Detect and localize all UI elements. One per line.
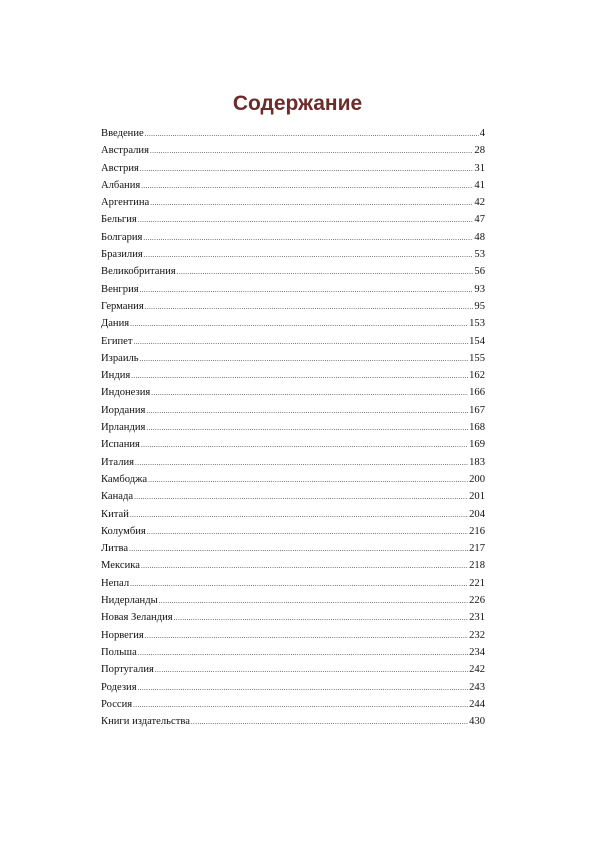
- toc-entry-label: Литва: [101, 543, 129, 555]
- toc-entry-label: Бразилия: [101, 249, 143, 261]
- toc-leader-dots: [147, 526, 468, 537]
- toc-entry: [101, 284, 485, 301]
- toc-leader-dots: [191, 716, 468, 727]
- toc-leader-dots: [138, 214, 474, 225]
- toc-entry-label: Родезия: [101, 681, 137, 693]
- toc-leader-dots: [177, 266, 474, 277]
- toc-entry-page-number: 167: [469, 404, 485, 416]
- toc-entry-label: Германия: [101, 300, 144, 312]
- toc-entry-page-number: 217: [469, 543, 485, 555]
- toc-entry-label: Индия: [101, 370, 131, 382]
- toc-entry-page-number: 153: [469, 318, 485, 330]
- toc-entry-label: Албания: [101, 179, 141, 191]
- toc-entry: [101, 214, 485, 231]
- toc-entry-page-number: 41: [474, 179, 485, 191]
- toc-entry-page-number: 204: [469, 508, 485, 520]
- toc-entry: [101, 543, 485, 560]
- toc-entry-label: Иордания: [101, 404, 146, 416]
- toc-entry: [101, 163, 485, 180]
- toc-leader-dots: [134, 336, 469, 347]
- toc-leader-dots: [148, 474, 468, 485]
- toc-entry: [101, 370, 485, 387]
- toc-entry-page-number: 95: [474, 300, 485, 312]
- toc-leader-dots: [140, 284, 474, 295]
- toc-entry-label: Новая Зеландия: [101, 612, 173, 624]
- toc-entry-page-number: 221: [469, 577, 485, 589]
- toc-leader-dots: [141, 439, 468, 450]
- toc-entry-page-number: 200: [469, 473, 485, 485]
- toc-entry: [101, 699, 485, 716]
- toc-leader-dots: [146, 405, 468, 416]
- toc-entry-label: Австралия: [101, 145, 149, 157]
- toc-entry-page-number: 231: [469, 612, 485, 624]
- toc-entry: [101, 301, 485, 318]
- toc-entry-page-number: 243: [469, 681, 485, 693]
- toc-entry-page-number: 168: [469, 422, 485, 434]
- toc-entry: [101, 387, 485, 404]
- toc-entry-page-number: 42: [474, 197, 485, 209]
- toc-entry-page-number: 201: [469, 491, 485, 503]
- toc-leader-dots: [145, 630, 468, 641]
- toc-entry-page-number: 155: [469, 352, 485, 364]
- toc-leader-dots: [146, 422, 468, 433]
- toc-entry: [101, 457, 485, 474]
- toc-entry-label: Испания: [101, 439, 140, 451]
- toc-entry-page-number: 242: [469, 664, 485, 676]
- toc-entry-label: Китай: [101, 508, 129, 520]
- toc-entry-label: Колумбия: [101, 525, 146, 537]
- toc-entry: [101, 353, 485, 370]
- toc-entry-page-number: 226: [469, 595, 485, 607]
- toc-leader-dots: [174, 612, 468, 623]
- toc-entry-label: Нидерланды: [101, 595, 158, 607]
- toc-entry-page-number: 93: [474, 283, 485, 295]
- toc-entry-page-number: 4: [479, 128, 485, 139]
- toc-leader-dots: [130, 578, 468, 589]
- toc-entry: [101, 474, 485, 491]
- toc-leader-dots: [140, 353, 468, 364]
- page-title: Содержание: [232, 92, 363, 115]
- toc-leader-dots: [134, 491, 468, 502]
- toc-leader-dots: [133, 699, 468, 710]
- toc-entry-page-number: 218: [469, 560, 485, 572]
- toc-entry-label: Россия: [101, 698, 133, 710]
- toc-entry-label: Венгрия: [101, 283, 139, 295]
- toc-entry: [101, 664, 485, 681]
- toc-entry: [101, 422, 485, 439]
- toc-leader-dots: [141, 180, 473, 191]
- toc-entry-label: Аргентина: [101, 197, 150, 209]
- toc-entry-page-number: 162: [469, 370, 485, 382]
- toc-entry-label: Непал: [101, 577, 130, 589]
- toc-leader-dots: [135, 457, 468, 468]
- toc-entry-page-number: 169: [469, 439, 485, 451]
- toc-entry-page-number: 154: [469, 335, 485, 347]
- toc-entry-page-number: 183: [469, 456, 485, 468]
- toc-leader-dots: [138, 647, 468, 658]
- toc-entry: [101, 630, 485, 647]
- toc-entry-label: Введение: [101, 128, 144, 139]
- toc-entry-label: Израиль: [101, 352, 139, 364]
- toc-leader-dots: [145, 301, 474, 312]
- toc-entry-label: Великобритания: [101, 266, 176, 278]
- toc-entry-label: Ирландия: [101, 422, 146, 434]
- toc-leader-dots: [130, 318, 468, 329]
- toc-entry: [101, 491, 485, 508]
- toc-entry: [101, 682, 485, 699]
- toc-entry: [101, 560, 485, 577]
- toc-entry: [101, 405, 485, 422]
- toc-entry-label: Болгария: [101, 231, 143, 243]
- toc-entry-page-number: 244: [469, 698, 485, 710]
- toc-entry-page-number: 47: [474, 214, 485, 226]
- toc-entry-page-number: 232: [469, 629, 485, 641]
- toc-entry-page-number: 53: [474, 249, 485, 261]
- toc-entry-page-number: 234: [469, 646, 485, 658]
- toc-entry: [101, 439, 485, 456]
- toc-entry-label: Норвегия: [101, 629, 144, 641]
- toc-leader-dots: [130, 509, 468, 520]
- toc-leader-dots: [141, 560, 468, 571]
- toc-entry: [101, 595, 485, 612]
- toc-leader-dots: [143, 232, 473, 243]
- toc-entry-page-number: 28: [474, 145, 485, 157]
- toc-entry-label: Бельгия: [101, 214, 137, 226]
- toc-entry: [101, 578, 485, 595]
- toc-entry: [101, 716, 485, 733]
- toc-entry: [101, 266, 485, 283]
- toc-leader-dots: [150, 197, 473, 208]
- toc-entry-label: Австрия: [101, 162, 139, 174]
- toc-leader-dots: [150, 145, 473, 156]
- toc-leader-dots: [138, 682, 469, 693]
- toc-entry: [101, 128, 485, 145]
- toc-entry: [101, 647, 485, 664]
- toc-leader-dots: [131, 370, 468, 381]
- toc-entry: [101, 526, 485, 543]
- toc-entry-page-number: 48: [474, 231, 485, 243]
- toc-leader-dots: [129, 543, 468, 554]
- toc-entry: [101, 197, 485, 214]
- toc-entry: [101, 318, 485, 335]
- toc-leader-dots: [159, 595, 468, 606]
- toc-entry-page-number: 166: [469, 387, 485, 399]
- toc-entry-page-number: 56: [474, 266, 485, 278]
- toc-entry: [101, 249, 485, 266]
- toc-leader-dots: [144, 249, 474, 260]
- toc-entry-page-number: 430: [469, 716, 485, 728]
- toc-entry: [101, 509, 485, 526]
- toc-entry-page-number: 216: [469, 525, 485, 537]
- toc-leader-dots: [145, 128, 479, 139]
- toc-entry-label: Португалия: [101, 664, 154, 676]
- toc-entry: [101, 336, 485, 353]
- toc-entry: [101, 145, 485, 162]
- toc-entry-label: Дания: [101, 318, 130, 330]
- toc-leader-dots: [155, 664, 468, 675]
- toc-entry: [101, 612, 485, 629]
- toc-leader-dots: [151, 387, 468, 398]
- table-of-contents: [101, 128, 485, 733]
- toc-entry: [101, 180, 485, 197]
- toc-entry-label: Индонезия: [101, 387, 151, 399]
- toc-entry: [101, 232, 485, 249]
- toc-entry-label: Польша: [101, 646, 137, 658]
- toc-entry-label: Камбоджа: [101, 473, 148, 485]
- toc-entry-label: Египет: [101, 335, 133, 347]
- toc-leader-dots: [140, 163, 474, 174]
- toc-entry-label: Италия: [101, 456, 135, 468]
- toc-entry-label: Книги издательства: [101, 716, 190, 728]
- toc-entry-label: Канада: [101, 491, 134, 503]
- toc-entry-label: Мексика: [101, 560, 140, 572]
- toc-entry-page-number: 31: [474, 162, 485, 174]
